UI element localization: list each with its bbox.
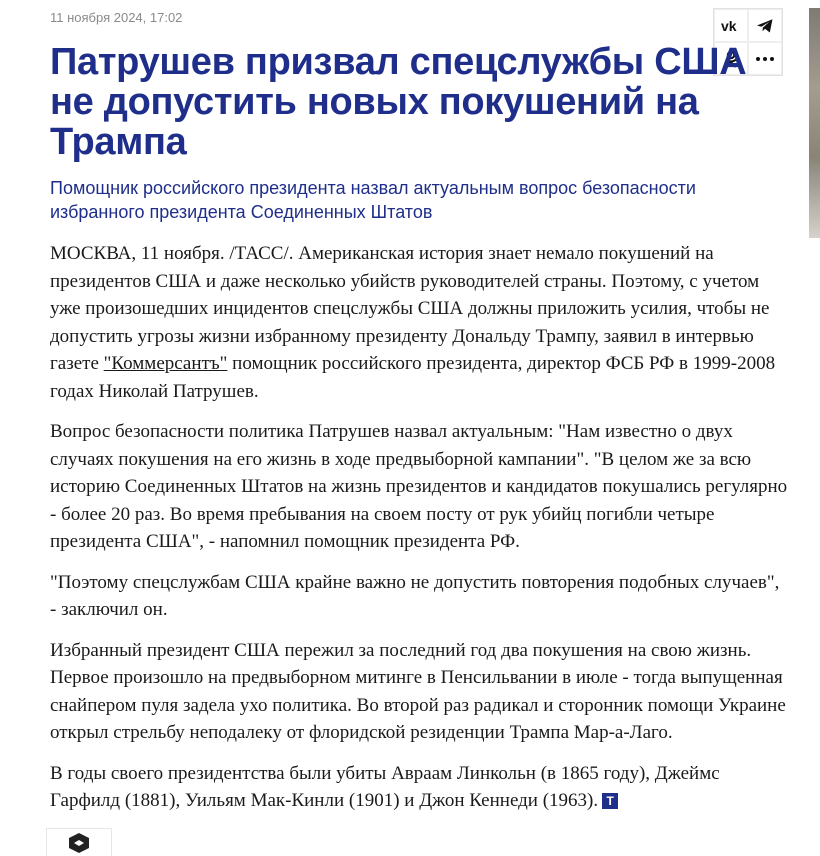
vk-icon (721, 19, 741, 33)
paragraph-2: Вопрос безопасности политика Патрушев назвал актуальным: "Нам известно о двух случаях покушения на его жизнь в ходе предвыборной кампании". "В целом же за всю историю Соединенных Штатов на жизнь президентов и кандидатов покушались регулярно - более 20 раз. Во время пребывания на своем посту от рук убийц погибли четыре президента США", - напомнил помощник президента РФ. (50, 421, 788, 552)
telegram-icon (756, 18, 774, 34)
article-body (50, 240, 790, 828)
paragraph-5-text: В годы своего президентства были убиты Авраам Линкольн (в 1865 году), Джеймс Гарфилд (1881), Уильям Мак-Кинли (1901) и Джон Кеннеди (1963). (50, 762, 720, 811)
share-vk-button[interactable] (714, 9, 748, 42)
paragraph-1-text-start: МОСКВА, 11 ноября. /ТАСС/. Американская история знает немало покушений на президентов США и даже несколько убийств руководителей страны. Поэтому, с учетом уже произошедших инцидентов спецслужбы США должны приложить усилия, чтобы не допустить угрозы жизни избранному президенту Дональду Трампу, заявил в интервью газете (50, 243, 770, 374)
floating-badge[interactable] (46, 828, 112, 856)
side-photo-edge (809, 8, 820, 238)
paragraph-1-text-end: помощник российского президента, директор ФСБ РФ в 1999-2008 годах Николай Патрушев. (50, 353, 776, 402)
paragraph-5 (50, 760, 790, 815)
paragraph-4: Избранный президент США пережил за последний год два покушения на свою жизнь. Первое произошло на предвыборном митинге в Пенсильвании в июле - тогда выпущенная снайпером пуля задела ухо политика. Во второй раз радикал и сторонник помощи Украине открыл стрельбу неподалеку от флоридской резиденции Трампа Мар-а-Лаго. (50, 639, 786, 743)
article-title: Патрушев призвал спецслужбы США не допустить новых покушений на Трампа (50, 41, 747, 163)
kommersant-link[interactable]: "Коммерсантъ" (103, 353, 228, 374)
svg-text:vk: vk (721, 18, 737, 33)
share-telegram-button[interactable] (748, 9, 782, 42)
tass-end-mark-icon: Т (602, 793, 618, 809)
article-date: 11 ноября 2024, 17:02 (50, 10, 183, 25)
paragraph-3: "Поэтому спецслужбам США крайне важно не допустить повторения подобных случаев", - заключил он. (50, 571, 780, 620)
paragraph-1 (50, 240, 790, 405)
badge-logo-icon (68, 832, 90, 854)
article-lead: Помощник российского президента назвал актуальным вопрос безопасности избранного президента Соединенных Штатов (50, 178, 696, 222)
